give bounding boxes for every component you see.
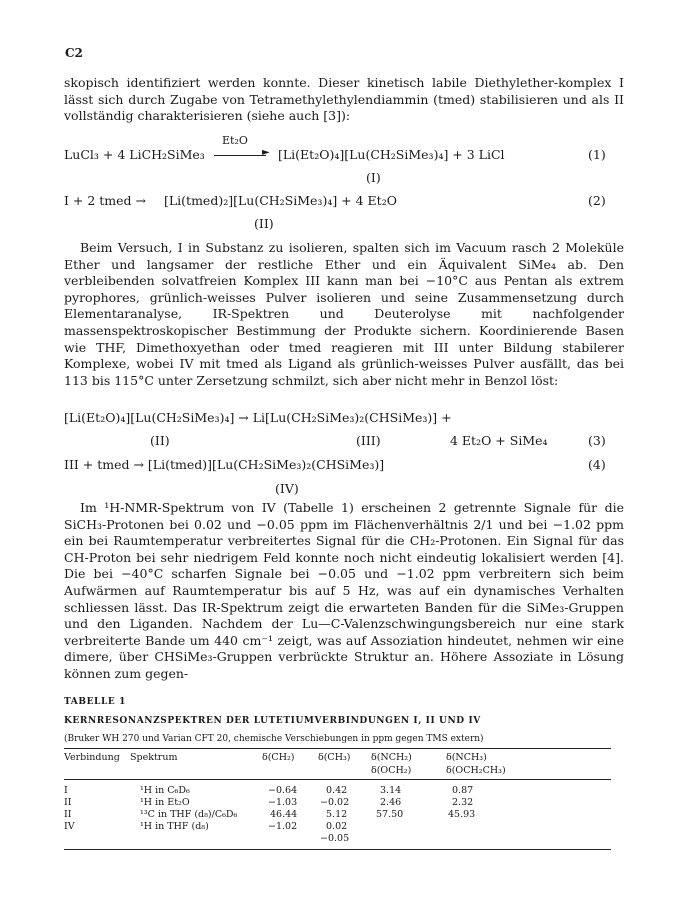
th-ch2: δ(CH₂)	[262, 752, 295, 763]
table-cell: 2.32	[452, 797, 474, 808]
th-nch3: δ(NCH₃)	[446, 752, 487, 763]
table-header-rule	[64, 779, 611, 780]
page-number: C2	[65, 46, 83, 60]
table-cell: −0.02	[320, 797, 350, 808]
paragraph-intro: skopisch identifiziert werden konnte. Dieser kinetisch labile Diethylether-komplex I lässt sich durch Zugabe von Tetramethylethylendiammin (tmed) stabilisieren und als II vollständig charakterisieren (siehe auch [3]):	[64, 75, 624, 124]
table-cell: 0.02	[326, 821, 348, 832]
eq1-products: [Li(Et₂O)₄][Lu(CH₂SiMe₃)₄] + 3 LiCl	[278, 147, 505, 162]
table-bottom-rule	[64, 849, 611, 850]
table-cell: −1.02	[268, 821, 298, 832]
eq1-compound-label: (I)	[366, 170, 381, 185]
paragraph-nmr: Im ¹H-NMR-Spektrum von IV (Tabelle 1) erscheinen 2 getrennte Signale für die SiCH₃-Protonen bei 0.02 und −0.05 ppm im Flächenverhältnis 2/1 und bei −1.02 ppm ein bei Raumtemperatur verbreitertes Signal für die CH₂-Protonen. Ein Signal für das CH-Proton bei sehr niedrigem Feld konnte noch nicht eindeutig lokalisiert werden [4]. Die bei −40°C scharfen Signale bei −0.05 und −1.02 ppm verbreitern sich beim Aufwärmen auf Raumtemperatur bis auf 5 Hz, was auf ein dynamisches Verhalten schliessen lässt. Das IR-Spektrum zeigt die erwarteten Banden für die SiMe₃-Gruppen und den Liganden. Nachdem der Lu—C-Valenzschwingungsbereich nur eine stark verbreiterte Bande um 440 cm⁻¹ zeigt, was auf Assoziation hindeutet, nehmen wir eine dimere, über CHSiMe₃-Gruppen verbrückte Struktur an. Höhere Assoziate in Lösung können zum gegen-	[64, 500, 624, 681]
table-cell: 0.87	[452, 785, 474, 796]
eq3-label-II: (II)	[150, 433, 170, 448]
table-cell: 3.14	[380, 785, 402, 796]
table-cell: ¹H in C₆D₆	[140, 785, 190, 796]
table-cell: ¹³C in THF (d₈)/C₆D₆	[140, 809, 238, 820]
th-spektrum: Spektrum	[130, 752, 178, 763]
table-cell: I	[64, 785, 68, 796]
eq1-arrow-head: ►	[262, 147, 270, 158]
eq1-reactants: LuCl₃ + 4 LiCH₂SiMe₃	[64, 147, 205, 162]
eq3-line: [Li(Et₂O)₄][Lu(CH₂SiMe₃)₄] → Li[Lu(CH₂SiMe₃)₂(CHSiMe₃)] +	[64, 410, 452, 425]
th-verbindung: Verbindung	[64, 752, 120, 763]
eq1-arrow	[214, 155, 266, 156]
paragraph-isolation: Beim Versuch, I in Substanz zu isolieren, spalten sich im Vacuum rasch 2 Moleküle Ether und langsamer der restliche Ether und ein Äquivalent SiMe₄ ab. Den verbleibenden solvatfreien Komplex III kann man bei −10°C aus Pentan als extrem pyrophores, grünlich-weisses Pulver isolieren und seine Zusammensetzung durch Elementaranalyse, IR-Spektren und Deuterolyse mit nachfolgender massenspektroskopischer Bestimmung der Produkte sichern. Koordinierende Basen wie THF, Dimethoxyethan oder tmed reagieren mit III unter Bildung stabilerer Komplexe, wobei IV mit tmed als Ligand als grünlich-weisses Pulver ausfällt, das bei 113 bis 115°C unter Zersetzung schmilzt, sich aber nicht mehr in Benzol löst:	[64, 240, 624, 388]
table-cell: −1.03	[268, 797, 298, 808]
eq3-number: (3)	[588, 433, 606, 448]
table-cell: 57.50	[376, 809, 404, 820]
table-cell: 46.44	[270, 809, 298, 820]
table-cell: 5.12	[326, 809, 348, 820]
eq3-products: 4 Et₂O + SiMe₄	[450, 433, 548, 448]
table-cell: ¹H in THF (d₈)	[140, 821, 209, 832]
th-och2ch3: δ(OCH₂CH₃)	[446, 765, 506, 776]
table-cell: 2.46	[380, 797, 402, 808]
table-cell: −0.64	[268, 785, 298, 796]
table-cell: 45.93	[448, 809, 476, 820]
table-caption: (Bruker WH 270 und Varian CFT 20, chemische Verschiebungen in ppm gegen TMS extern)	[64, 734, 484, 744]
table-cell: ¹H in Et₂O	[140, 797, 190, 808]
table-cell: II	[64, 809, 72, 820]
table-cell: 0.42	[326, 785, 348, 796]
eq2-number: (2)	[588, 193, 606, 208]
eq2-compound-label: (II)	[254, 216, 274, 231]
eq2-reactants: I + 2 tmed →	[64, 193, 147, 208]
table-cell: II	[64, 797, 72, 808]
table-label: TABELLE 1	[64, 697, 126, 707]
eq1-number: (1)	[588, 147, 606, 162]
th-nch2: δ(NCH₂)	[371, 752, 412, 763]
table-cell: −0.05	[320, 833, 350, 844]
eq3-label-III: (III)	[356, 433, 381, 448]
eq4-compound-label: (IV)	[275, 481, 299, 496]
th-och2: δ(OCH₂)	[371, 765, 412, 776]
table-title: KERNRESONANZSPEKTREN DER LUTETIUMVERBINDUNGEN I, II UND IV	[64, 716, 481, 726]
eq1-arrow-label: Et₂O	[222, 134, 248, 147]
eq4-line: III + tmed → [Li(tmed)][Lu(CH₂SiMe₃)₂(CHSiMe₃)]	[64, 457, 385, 472]
table-top-rule	[64, 748, 611, 749]
eq2-products: [Li(tmed)₂][Lu(CH₂SiMe₃)₄] + 4 Et₂O	[164, 193, 397, 208]
eq4-number: (4)	[588, 457, 606, 472]
table-cell: IV	[64, 821, 75, 832]
th-ch3: δ(CH₃)	[318, 752, 351, 763]
